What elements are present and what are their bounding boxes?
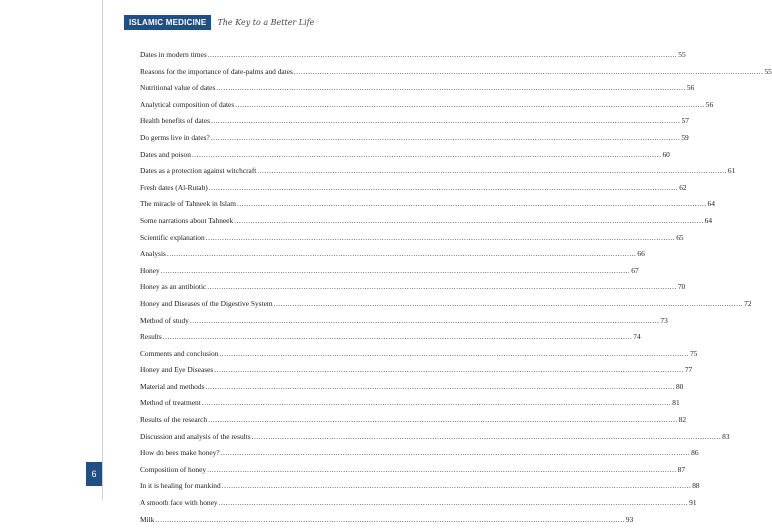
toc-entry-title: The miracle of Tahneek in Islam [140,199,237,209]
toc-dot-leader [222,478,692,495]
toc-entry-page: 61 [727,166,736,176]
toc-dot-leader [235,97,705,114]
toc-entry[interactable] [140,47,686,64]
toc-entry[interactable] [140,429,730,446]
toc-entry-title: Comments and conclusion [140,348,219,358]
toc-entry-title: Reasons for the importance of date-palms and dates [140,66,293,76]
toc-entry[interactable] [140,263,639,280]
toc-entry-page: 87 [677,464,686,474]
toc-entry-page: 64 [704,215,713,225]
toc-dot-leader [205,379,675,396]
toc-dot-leader [206,230,676,247]
toc-dot-leader [219,495,689,512]
toc-entry-title: Material and methods [140,381,205,391]
toc-entry-page: 83 [722,431,730,441]
table-of-contents [140,47,772,528]
toc-entry-page: 57 [681,116,689,126]
toc-entry[interactable] [140,478,700,495]
toc-dot-leader [274,296,744,313]
toc-entry[interactable] [140,246,645,263]
toc-entry-page: 55 [764,66,772,76]
toc-entry-page: 88 [692,481,700,491]
toc-entry[interactable] [140,445,699,462]
toc-entry[interactable] [140,113,689,130]
toc-entry-title: Composition of honey [140,464,207,474]
toc-entry[interactable] [140,230,684,247]
toc-dot-leader [211,113,681,130]
toc-entry-page: 67 [631,265,639,275]
toc-dot-leader [190,313,660,330]
toc-dot-leader [155,512,625,528]
toc-entry[interactable] [140,64,772,81]
toc-entry-title: Scientific explanation [140,232,205,242]
toc-entry-page: 65 [676,232,684,242]
toc-dot-leader [216,80,686,97]
toc-entry-page: 64 [707,199,715,209]
toc-entry-page: 77 [684,365,693,375]
toc-entry[interactable] [140,180,687,197]
toc-entry[interactable] [140,97,714,114]
toc-dot-leader [167,246,637,263]
toc-entry-title: Honey as an antibiotic [140,282,207,292]
toc-entry-title: In it is healing for mankind [140,481,221,491]
toc-entry[interactable] [140,379,684,396]
toc-entry-page: 72 [744,298,752,308]
toc-entry-title: Method of study [140,315,189,325]
header-book-title: ISLAMIC MEDICINE [124,15,211,30]
toc-entry-title: Honey and Diseases of the Digestive System [140,298,273,308]
toc-entry[interactable] [140,147,670,164]
toc-entry-title: A smooth face with honey [140,498,218,508]
toc-entry-page: 80 [675,381,684,391]
toc-dot-leader [237,196,707,213]
toc-entry-title: Health benefits of dates [140,116,210,126]
toc-dot-leader [234,213,704,230]
toc-entry-page: 82 [678,415,687,425]
toc-entry[interactable] [140,130,689,147]
toc-dot-leader [207,462,677,479]
toc-entry[interactable] [140,313,668,330]
toc-entry[interactable] [140,512,634,528]
toc-entry-page: 56 [705,99,714,109]
toc-entry-page: 81 [672,398,680,408]
running-header [124,15,314,30]
toc-entry-title: Milk [140,514,155,524]
toc-entry-title: Dates in modern times [140,50,207,59]
toc-dot-leader [257,163,727,180]
toc-entry[interactable] [140,296,752,313]
toc-entry-page: 59 [681,132,689,142]
toc-entry-page: 60 [662,149,670,159]
toc-entry-title: Analysis [140,249,166,259]
toc-entry-title: Honey and Eye Diseases [140,365,214,375]
toc-entry-title: Do germs live in dates? [140,132,210,142]
header-book-subtitle: The Key to a Better Life [217,18,315,27]
toc-entry-title: Dates and poison [140,149,191,159]
toc-entry-title: Honey [140,265,160,275]
toc-entry-title: Nutritional value of dates [140,83,216,93]
toc-entry-page: 91 [689,498,697,508]
toc-dot-leader [219,346,689,363]
toc-dot-leader [161,263,631,280]
toc-dot-leader [294,64,764,81]
toc-dot-leader [207,279,677,296]
toc-entry-page: 73 [660,315,668,325]
toc-dot-leader [208,47,678,64]
toc-entry-title: How do bees make honey? [140,448,220,458]
toc-entry[interactable] [140,329,641,346]
toc-entry-page: 70 [677,282,686,292]
toc-entry[interactable] [140,362,693,379]
toc-dot-leader [214,362,684,379]
toc-dot-leader [221,445,691,462]
toc-entry-title: Some narrations about Tahneek [140,215,234,225]
toc-entry[interactable] [140,80,695,97]
toc-entry-page: 75 [689,348,698,358]
toc-entry-title: Dates as a protection against witchcraft [140,166,257,176]
toc-entry-page: 66 [637,249,645,259]
page-spine-line [102,0,103,500]
toc-entry-page: 55 [678,50,686,59]
toc-entry-title: Results of the research [140,415,208,425]
toc-entry[interactable] [140,196,715,213]
toc-entry-title: Results [140,332,162,342]
toc-dot-leader [252,429,722,446]
toc-entry[interactable] [140,163,736,180]
toc-entry-page: 56 [686,83,695,93]
toc-entry-title: Analytical composition of dates [140,99,235,109]
toc-entry[interactable] [140,279,686,296]
page-number: 6 [91,469,97,479]
toc-entry[interactable] [140,462,686,479]
toc-dot-leader [202,395,672,412]
toc-entry[interactable] [140,495,697,512]
toc-entry[interactable] [140,395,680,412]
toc-entry-title: Discussion and analysis of the results [140,431,251,441]
toc-entry[interactable] [140,346,698,363]
toc-entry-page: 74 [633,332,641,342]
toc-entry-title: Method of treatment [140,398,201,408]
toc-entry-page: 86 [691,448,699,458]
toc-entry[interactable] [140,412,687,429]
toc-dot-leader [209,180,679,197]
toc-dot-leader [192,147,662,164]
toc-entry-page: 62 [679,182,687,192]
toc-entry-page: 93 [625,514,634,524]
toc-entry-title: Fresh dates (Al-Rutab) [140,182,208,192]
toc-dot-leader [208,412,678,429]
toc-dot-leader [163,329,633,346]
toc-dot-leader [211,130,681,147]
toc-entry[interactable] [140,213,713,230]
